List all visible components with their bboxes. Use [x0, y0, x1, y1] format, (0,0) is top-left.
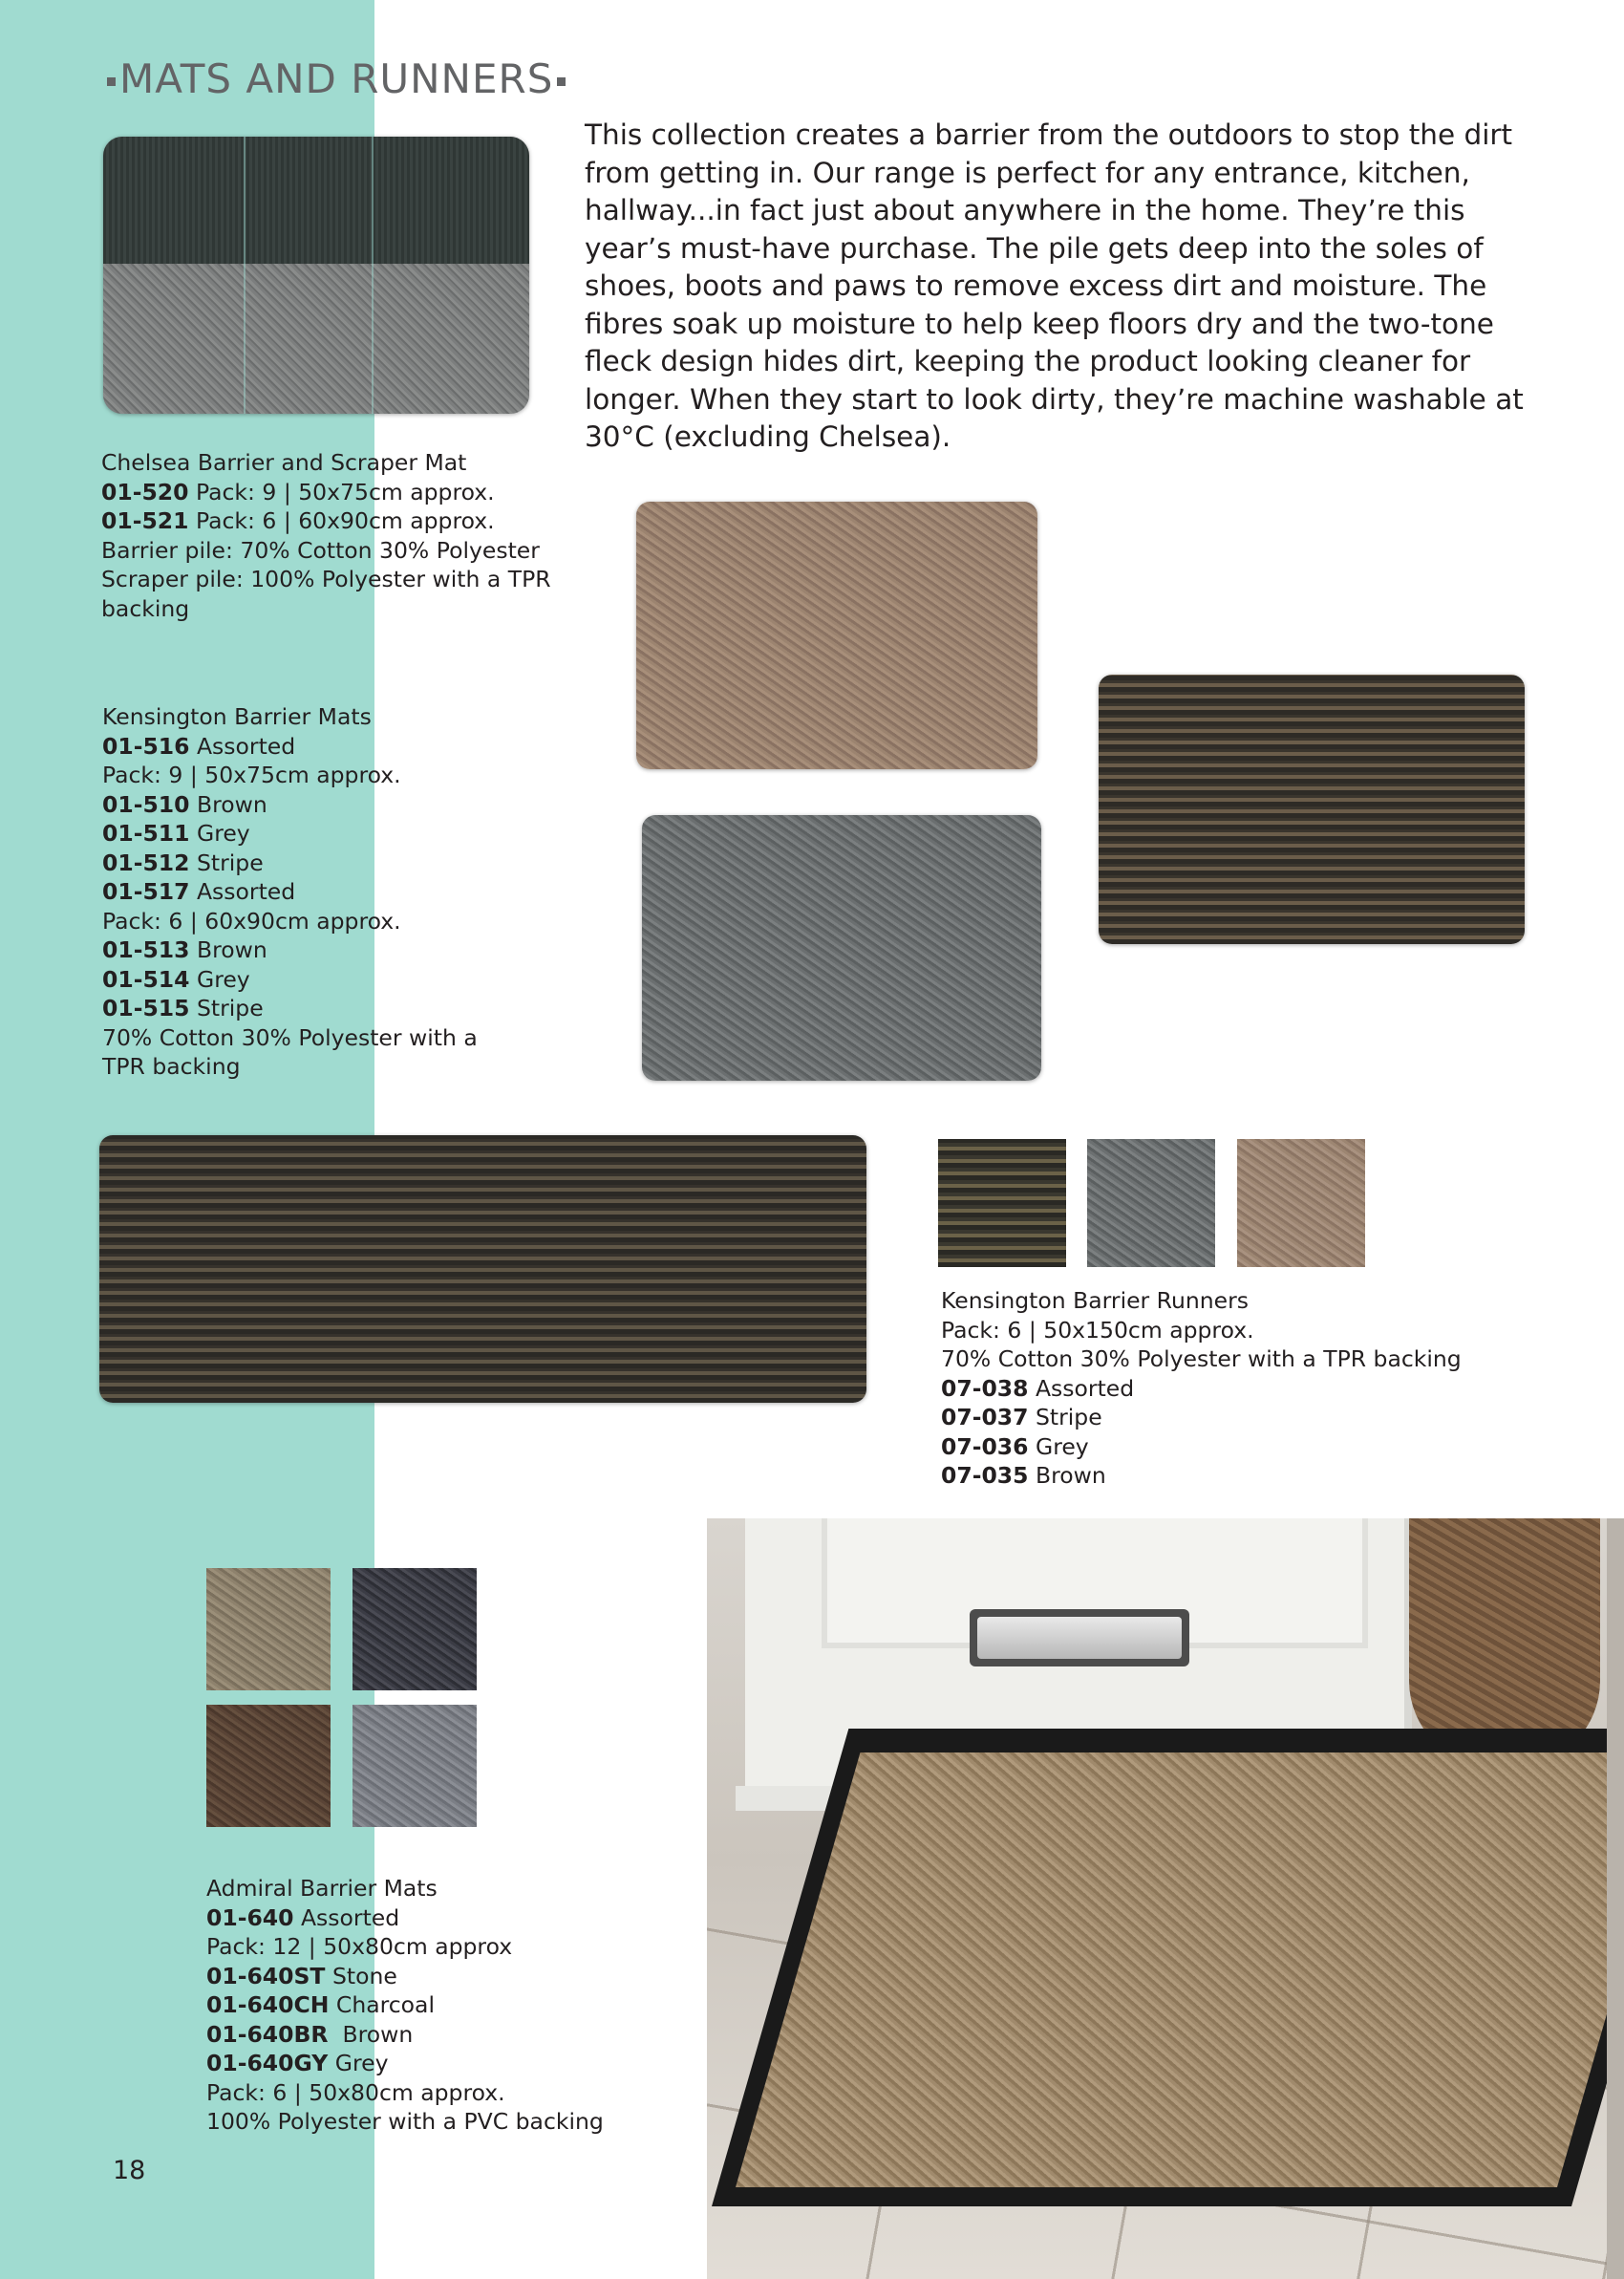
product-code: 01-515: [102, 995, 190, 1021]
product-code: 01-513: [102, 936, 190, 963]
product-line: [206, 1903, 604, 1933]
product-line: [102, 1023, 478, 1053]
product-line: [206, 2049, 604, 2078]
kensington-brown-mat-image: [636, 502, 1037, 769]
product-code: 01-521: [101, 507, 189, 534]
product-detail: Stripe: [189, 849, 264, 876]
kensington-runners-info: [941, 1286, 1462, 1491]
product-code: 01-640GY: [206, 2050, 329, 2076]
product-code: 01-510: [102, 790, 190, 818]
product-detail: Pack: 6 | 60x90cm approx.: [102, 907, 401, 935]
product-detail: Assorted: [189, 732, 296, 760]
product-line: [102, 965, 478, 995]
product-name: Admiral Barrier Mats: [206, 1875, 438, 1902]
product-detail: 100% Polyester with a PVC backing: [206, 2108, 604, 2135]
doorway-mat-photo: [707, 1518, 1624, 2279]
product-detail: Pack: 6 | 60x90cm approx.: [188, 507, 495, 534]
product-code: 01-640ST: [206, 1962, 326, 1989]
product-detail: Grey: [189, 965, 250, 993]
product-detail: Pack: 9 | 50x75cm approx.: [102, 762, 401, 788]
admiral-info: [206, 1874, 604, 2137]
product-code: 01-511: [102, 820, 190, 847]
product-line: [102, 790, 478, 820]
product-code: 07-038: [941, 1374, 1029, 1402]
product-detail: Assorted: [293, 1903, 400, 1931]
bullet-square-icon: [107, 77, 116, 86]
product-line: [941, 1344, 1462, 1374]
page-title-text: MATS AND RUNNERS: [119, 55, 554, 102]
product-detail: Grey: [328, 2050, 389, 2076]
chelsea-info: [101, 448, 551, 623]
product-line: [206, 1932, 604, 1962]
product-detail: Pack: 6 | 50x80cm approx.: [206, 2078, 505, 2106]
letterbox: [970, 1609, 1189, 1666]
product-detail: Pack: 9 | 50x75cm approx.: [188, 478, 495, 505]
product-line: [102, 819, 478, 849]
product-name: Kensington Barrier Runners: [941, 1287, 1250, 1314]
product-detail: Pack: 12 | 50x80cm approx: [206, 1933, 513, 1960]
admiral-mat-pile: [736, 1752, 1624, 2187]
product-line: [206, 2020, 604, 2050]
product-code: 01-520: [101, 478, 189, 505]
product-code: 01-640: [206, 1903, 294, 1931]
product-detail: 70% Cotton 30% Polyester with a: [102, 1023, 478, 1051]
admiral-charcoal-swatch: [353, 1568, 477, 1690]
product-code: 01-516: [102, 732, 190, 760]
product-detail: Grey: [1028, 1432, 1089, 1460]
product-line: [206, 1962, 604, 1991]
kensington-grey-mat-image: [642, 815, 1041, 1081]
product-line: [941, 1432, 1462, 1462]
product-detail: Stripe: [1028, 1404, 1102, 1430]
product-code: 07-036: [941, 1432, 1029, 1460]
product-detail: Brown: [189, 790, 267, 818]
kensington-stripe-mat-image: [1099, 675, 1525, 944]
kensington-runner-image: [99, 1135, 866, 1403]
product-line: [102, 935, 478, 965]
product-code: 01-512: [102, 849, 190, 876]
product-line: [101, 506, 551, 536]
product-line: [102, 849, 478, 878]
product-code: 07-035: [941, 1462, 1029, 1489]
product-line: [102, 1052, 478, 1082]
product-detail: Brown: [1028, 1462, 1106, 1489]
product-line: [102, 994, 478, 1023]
runner-grey-swatch: [1087, 1139, 1215, 1267]
product-line: [102, 877, 478, 907]
admiral-grey-swatch: [353, 1705, 477, 1827]
bullet-square-icon: [557, 77, 566, 86]
product-line: [941, 1461, 1462, 1491]
kensington-mats-info: [102, 702, 478, 1082]
product-detail: Charcoal: [329, 1991, 435, 2018]
admiral-stone-swatch: [206, 1568, 331, 1690]
product-line: [102, 761, 478, 790]
product-detail: Stripe: [189, 995, 264, 1021]
admiral-brown-swatch: [206, 1705, 331, 1827]
product-detail: Brown: [189, 936, 267, 963]
product-detail: Brown: [328, 2020, 414, 2048]
product-detail: Grey: [189, 820, 250, 847]
product-detail: Assorted: [189, 878, 296, 905]
product-detail: Stone: [325, 1962, 397, 1989]
chelsea-mat-image: [103, 137, 529, 414]
product-line: [206, 2078, 604, 2108]
product-code: 01-640CH: [206, 1991, 330, 2018]
product-line: [941, 1403, 1462, 1432]
runner-stripe-swatch: [938, 1139, 1066, 1267]
runner-brown-swatch: [1237, 1139, 1365, 1267]
product-detail: Pack: 6 | 50x150cm approx.: [941, 1316, 1254, 1344]
product-code: 07-037: [941, 1404, 1029, 1430]
product-line: [102, 907, 478, 936]
product-detail: Assorted: [1028, 1374, 1135, 1402]
page-title: [103, 55, 569, 102]
product-line: [206, 1990, 604, 2020]
product-line: [102, 732, 478, 762]
product-line: [206, 2107, 604, 2137]
product-line: [101, 478, 551, 507]
product-detail: TPR backing: [102, 1053, 241, 1080]
product-detail: 70% Cotton 30% Polyester with a TPR backing: [941, 1345, 1462, 1372]
product-note: Barrier pile: 70% Cotton 30% Polyester: [101, 536, 540, 564]
intro-paragraph: This collection creates a barrier from the outdoors to stop the dirt from getting in. Our range is perfect for any entrance, kitchen, hallway...in fact just about anywhere in the home. They’re this year’s must-have purchase. The pile gets deep into the soles of shoes, boots and paws to remove excess dirt and moisture. The fibres soak up moisture to help keep floors dry and the two-tone fleck design hides dirt, keeping the product looking cleaner for longer. When they start to look dirty, they’re machine washable at 30°C (excluding Chelsea).: [585, 118, 1524, 453]
product-code: 01-640BR: [206, 2020, 329, 2048]
product-line: [941, 1316, 1462, 1345]
product-note: backing: [101, 594, 190, 622]
product-name: Kensington Barrier Mats: [102, 703, 372, 730]
product-line: [941, 1374, 1462, 1404]
product-code: 01-517: [102, 878, 190, 905]
product-note: Scraper pile: 100% Polyester with a TPR: [101, 566, 551, 592]
page-number: 18: [113, 2156, 146, 2185]
product-code: 01-514: [102, 965, 190, 993]
product-name: Chelsea Barrier and Scraper Mat: [101, 449, 467, 476]
